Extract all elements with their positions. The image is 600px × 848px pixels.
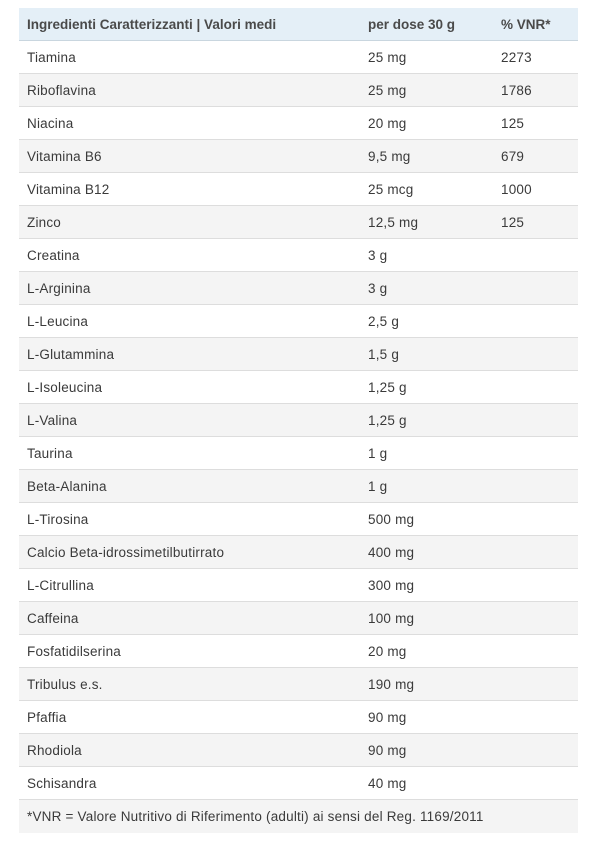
dose-cell: 20 mg	[360, 635, 493, 668]
table-row	[19, 305, 578, 338]
dose-cell: 1,25 g	[360, 404, 493, 437]
vnr-cell	[493, 668, 578, 701]
header-ingredient: Ingredienti Caratterizzanti | Valori medi	[19, 8, 360, 41]
ingredient-cell: Taurina	[19, 437, 360, 470]
table-row	[19, 635, 578, 668]
table-row	[19, 470, 578, 503]
ingredient-cell: Beta-Alanina	[19, 470, 360, 503]
ingredient-cell: L-Arginina	[19, 272, 360, 305]
vnr-cell: 1786	[493, 74, 578, 107]
table-row	[19, 404, 578, 437]
ingredient-cell: L-Isoleucina	[19, 371, 360, 404]
table-row	[19, 437, 578, 470]
ingredient-cell: L-Valina	[19, 404, 360, 437]
dose-cell: 3 g	[360, 272, 493, 305]
ingredient-cell: Calcio Beta-idrossimetilbutirrato	[19, 536, 360, 569]
header-row	[19, 8, 578, 41]
footnote-row	[19, 800, 578, 834]
ingredient-cell: Niacina	[19, 107, 360, 140]
vnr-cell	[493, 371, 578, 404]
table-row	[19, 74, 578, 107]
ingredient-cell: Vitamina B6	[19, 140, 360, 173]
dose-cell: 300 mg	[360, 569, 493, 602]
vnr-cell	[493, 569, 578, 602]
table-header	[19, 8, 578, 41]
ingredient-cell: Fosfatidilserina	[19, 635, 360, 668]
nutrition-table-container	[19, 8, 578, 833]
table-row	[19, 272, 578, 305]
header-vnr: % VNR*	[493, 8, 578, 41]
dose-cell: 90 mg	[360, 734, 493, 767]
vnr-cell	[493, 536, 578, 569]
vnr-cell	[493, 470, 578, 503]
ingredient-cell: Creatina	[19, 239, 360, 272]
table-row	[19, 767, 578, 800]
vnr-cell	[493, 239, 578, 272]
vnr-cell	[493, 602, 578, 635]
dose-cell: 190 mg	[360, 668, 493, 701]
table-row	[19, 107, 578, 140]
ingredient-cell: L-Glutammina	[19, 338, 360, 371]
dose-cell: 1 g	[360, 437, 493, 470]
vnr-cell	[493, 338, 578, 371]
vnr-cell	[493, 734, 578, 767]
dose-cell: 500 mg	[360, 503, 493, 536]
ingredient-cell: Riboflavina	[19, 74, 360, 107]
dose-cell: 1 g	[360, 470, 493, 503]
table-row	[19, 536, 578, 569]
dose-cell: 400 mg	[360, 536, 493, 569]
dose-cell: 25 mg	[360, 74, 493, 107]
table-row	[19, 503, 578, 536]
ingredient-cell: Rhodiola	[19, 734, 360, 767]
dose-cell: 20 mg	[360, 107, 493, 140]
table-row	[19, 206, 578, 239]
vnr-cell	[493, 437, 578, 470]
ingredient-cell: Tiamina	[19, 41, 360, 74]
table-row	[19, 239, 578, 272]
dose-cell: 25 mg	[360, 41, 493, 74]
table-row	[19, 41, 578, 74]
vnr-cell	[493, 272, 578, 305]
ingredient-cell: Tribulus e.s.	[19, 668, 360, 701]
dose-cell: 40 mg	[360, 767, 493, 800]
vnr-cell	[493, 404, 578, 437]
nutrition-table	[19, 8, 578, 833]
dose-cell: 90 mg	[360, 701, 493, 734]
ingredient-cell: Zinco	[19, 206, 360, 239]
vnr-cell: 2273	[493, 41, 578, 74]
vnr-cell: 679	[493, 140, 578, 173]
table-row	[19, 734, 578, 767]
dose-cell: 1,5 g	[360, 338, 493, 371]
vnr-cell	[493, 635, 578, 668]
table-row	[19, 140, 578, 173]
dose-cell: 2,5 g	[360, 305, 493, 338]
ingredient-cell: L-Citrullina	[19, 569, 360, 602]
table-row	[19, 701, 578, 734]
ingredient-cell: Caffeina	[19, 602, 360, 635]
vnr-cell	[493, 503, 578, 536]
vnr-cell	[493, 701, 578, 734]
footnote: *VNR = Valore Nutritivo di Riferimento (adulti) ai sensi del Reg. 1169/2011	[19, 800, 578, 834]
table-row	[19, 668, 578, 701]
ingredient-cell: L-Leucina	[19, 305, 360, 338]
dose-cell: 25 mcg	[360, 173, 493, 206]
header-dose: per dose 30 g	[360, 8, 493, 41]
vnr-cell	[493, 767, 578, 800]
table-row	[19, 602, 578, 635]
table-footer	[19, 800, 578, 834]
table-row	[19, 569, 578, 602]
vnr-cell: 125	[493, 107, 578, 140]
ingredient-cell: Pfaffia	[19, 701, 360, 734]
vnr-cell: 125	[493, 206, 578, 239]
dose-cell: 12,5 mg	[360, 206, 493, 239]
ingredient-cell: Schisandra	[19, 767, 360, 800]
ingredient-cell: L-Tirosina	[19, 503, 360, 536]
vnr-cell	[493, 305, 578, 338]
dose-cell: 100 mg	[360, 602, 493, 635]
table-row	[19, 371, 578, 404]
dose-cell: 3 g	[360, 239, 493, 272]
table-body	[19, 41, 578, 800]
table-row	[19, 338, 578, 371]
dose-cell: 1,25 g	[360, 371, 493, 404]
dose-cell: 9,5 mg	[360, 140, 493, 173]
ingredient-cell: Vitamina B12	[19, 173, 360, 206]
vnr-cell: 1000	[493, 173, 578, 206]
table-row	[19, 173, 578, 206]
